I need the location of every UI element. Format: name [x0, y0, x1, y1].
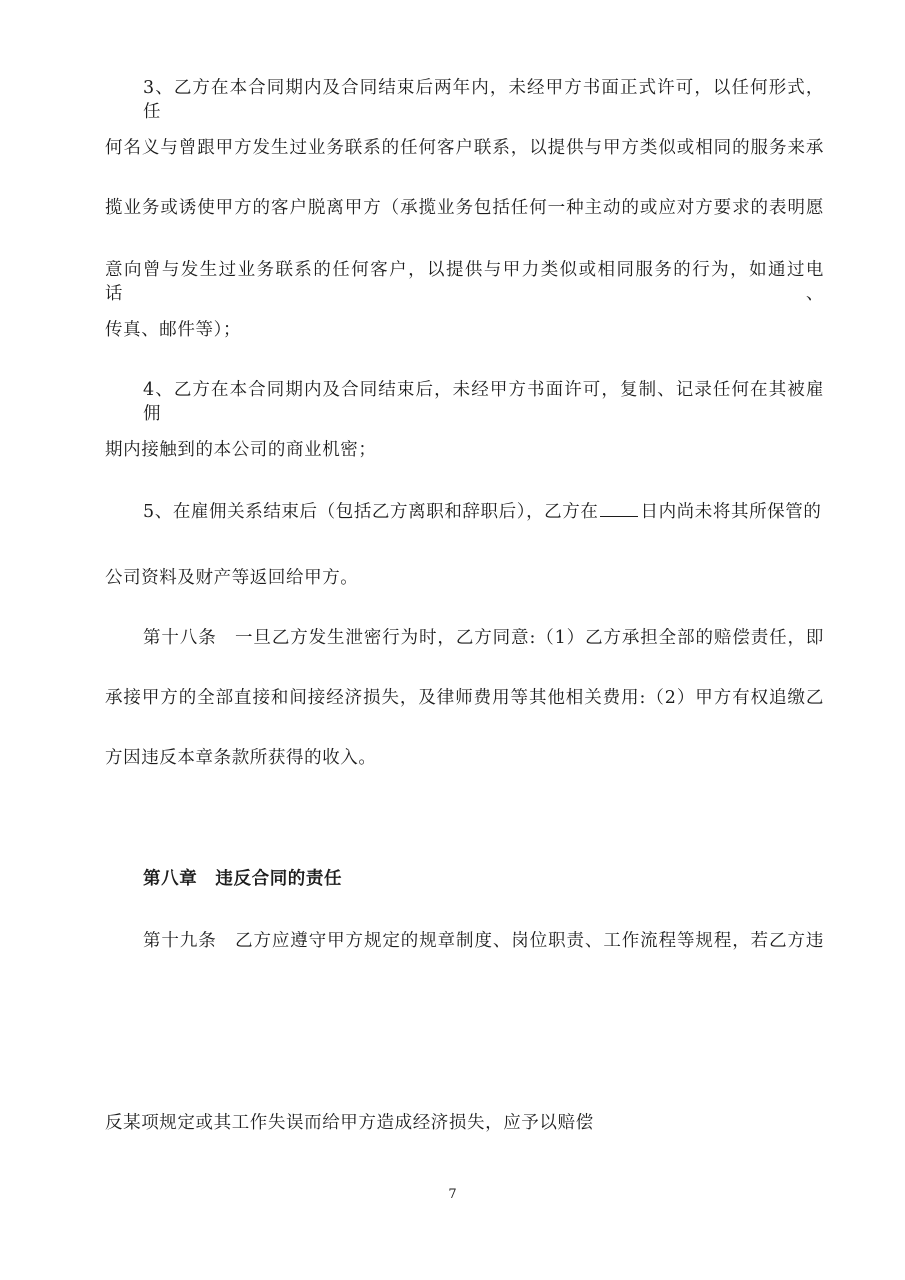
- blank-days-field: [600, 498, 638, 517]
- paragraph-3-line-2: 何名义与曾跟甲方发生过业务联系的任何客户联系，以提供与甲方类似或相同的服务来承: [105, 138, 824, 158]
- paragraph-5-text-before-blank: 5、在雇佣关系结束后（包括乙方离职和辞职后），乙方在: [143, 502, 599, 522]
- paragraph-5-line-2: 公司资料及财产等返回给甲方。: [105, 568, 359, 588]
- paragraph-5-text-after-blank: 日内尚未将其所保管的: [640, 502, 822, 522]
- article-18-line-3: 方因违反本章条款所获得的收入。: [105, 748, 377, 768]
- article-18-line-1: 第十八条 一旦乙方发生泄密行为时，乙方同意:（1）乙方承担全部的赔偿责任，即: [143, 628, 824, 648]
- paragraph-3-line-4: 意向曾与发生过业务联系的任何客户，以提供与甲力类似或相同服务的行为，如通过电话、: [105, 260, 824, 304]
- article-19-line-1: 第十九条 乙方应遵守甲方规定的规章制度、岗位职责、工作流程等规程，若乙方违: [143, 931, 824, 951]
- article-18-line-2: 承接甲方的全部直接和间接经济损失，及律师费用等其他相关费用:（2）甲方有权追缴乙: [105, 688, 824, 708]
- paragraph-3-line-3: 揽业务或诱使甲方的客户脱离甲方（承揽业务包括任何一种主动的或应对方要求的表明愿: [105, 198, 824, 218]
- paragraph-4-line-2: 期内接触到的本公司的商业机密；: [105, 440, 377, 460]
- paragraph-4-line-1: 4、乙方在本合同期内及合同结束后，未经甲方书面许可，复制、记录任何在其被雇佣: [143, 380, 824, 424]
- paragraph-5-line-1: [143, 498, 821, 524]
- page-number: 7: [448, 1187, 457, 1202]
- paragraph-3-line-5: 传真、邮件等）；: [105, 320, 242, 340]
- chapter-8-heading: 第八章 违反合同的责任: [143, 869, 343, 889]
- paragraph-3-line-1: 3、乙方在本合同期内及合同结束后两年内，未经甲方书面正式许可，以任何形式，任: [143, 78, 824, 122]
- article-19-line-2: 反某项规定或其工作失误而给甲方造成经济损失，应予以赔偿: [105, 1113, 594, 1133]
